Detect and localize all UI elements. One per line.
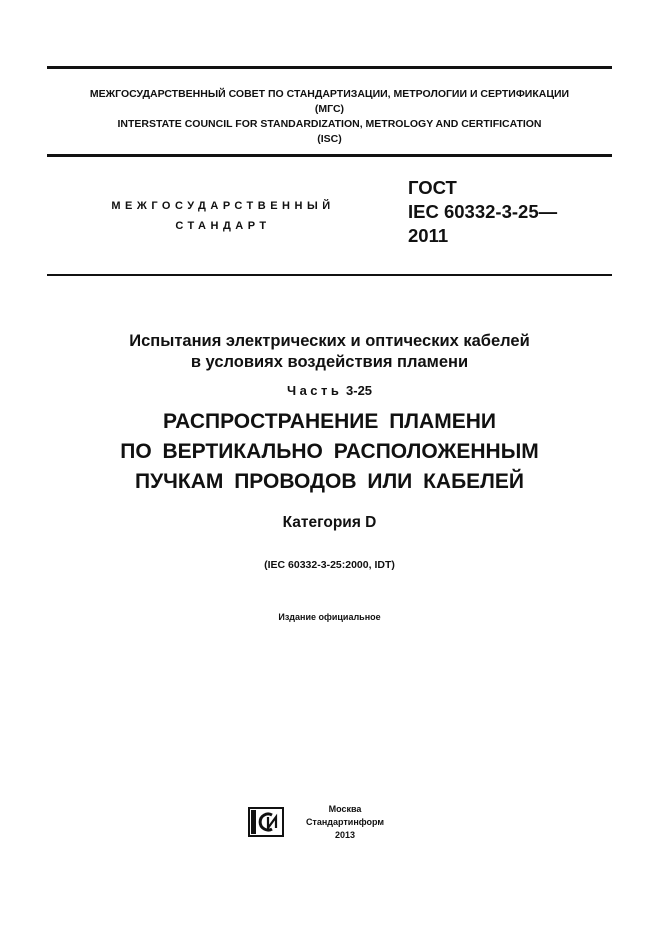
part-heading — [47, 383, 612, 398]
standard-year: 2011 — [408, 225, 449, 246]
standard-designation — [408, 176, 557, 248]
main-title-line3: ПУЧКАМ ПРОВОДОВ ИЛИ КАБЕЛЕЙ — [134, 470, 525, 493]
header-rule — [47, 154, 612, 157]
title-line1: Испытания электрических и оптических кабелей — [129, 332, 530, 350]
main-title-line2: ПО ВЕРТИКАЛЬНО РАСПОЛОЖЕННЫМ — [120, 440, 539, 463]
standard-type — [98, 196, 348, 236]
publisher-name: Стандартинформ — [305, 817, 385, 827]
part-number: 3-25 — [346, 383, 373, 398]
standard-type-line1: МЕЖГОСУДАРСТВЕННЫЙ — [111, 200, 335, 212]
standartinform-logo-icon — [248, 807, 284, 837]
top-rule — [47, 66, 612, 69]
main-title — [47, 407, 612, 497]
title-block — [47, 331, 612, 373]
title-line2: в условиях воздействия пламени — [190, 353, 469, 371]
council-abbr-en: (ISC) — [317, 133, 342, 145]
council-name-en: INTERSTATE COUNCIL FOR STANDARDIZATION, METROLOGY AND CERTIFICATION — [117, 118, 542, 130]
publisher-year: 2013 — [334, 830, 356, 840]
designation-rule — [47, 274, 612, 276]
standard-type-line2: СТАНДАРТ — [175, 220, 271, 232]
part-label: Часть — [286, 383, 343, 398]
council-abbr-ru: (МГС) — [314, 103, 345, 115]
council-header — [47, 87, 612, 147]
standard-code: ГОСТ — [408, 177, 457, 198]
iec-reference: (IEC 60332-3-25:2000, IDT) — [264, 559, 395, 571]
main-title-line1: РАСПРОСТРАНЕНИЕ ПЛАМЕНИ — [163, 410, 496, 433]
edition-note: Издание официальное — [278, 612, 381, 622]
standard-number: IEC 60332-3-25— — [408, 201, 558, 222]
council-name-ru: МЕЖГОСУДАРСТВЕННЫЙ СОВЕТ ПО СТАНДАРТИЗАЦИИ, МЕТРОЛОГИИ И СЕРТИФИКАЦИИ — [89, 88, 570, 100]
publisher-city: Москва — [328, 804, 362, 814]
category: Категория D — [282, 514, 377, 531]
publisher-block — [300, 803, 390, 842]
